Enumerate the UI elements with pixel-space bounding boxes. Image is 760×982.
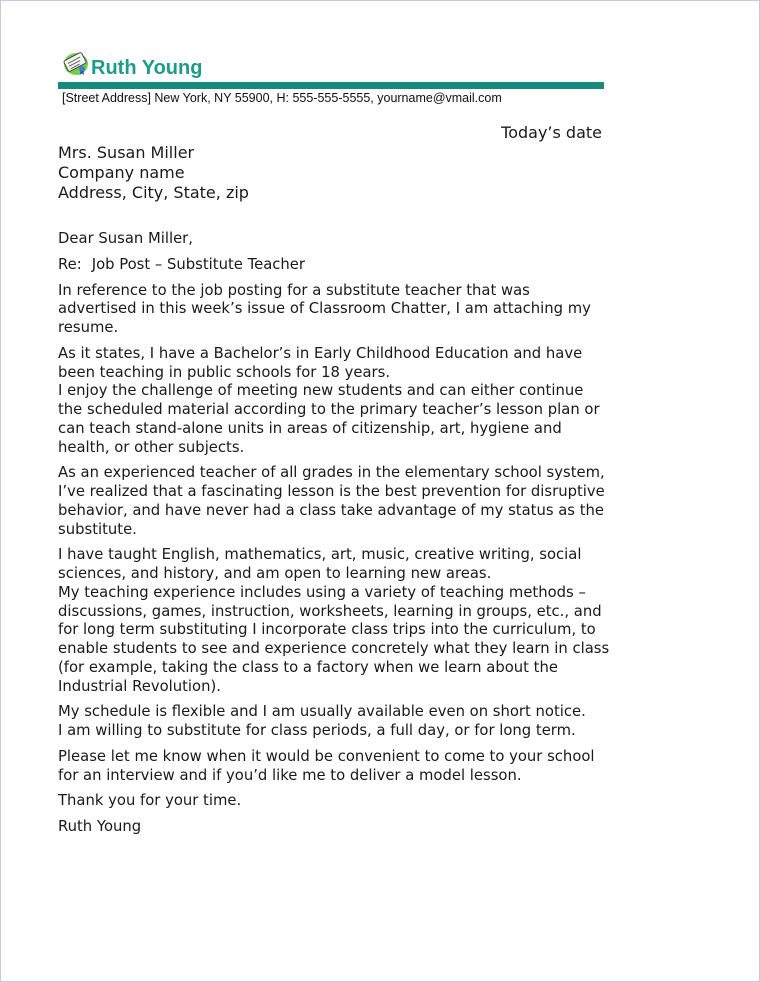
closing: Thank you for your time. (58, 792, 242, 810)
paragraph-intro: In reference to the job posting for a substitute teacher that was advertised in this week’s issue of Classroom Chatter, I am attaching my resume. (58, 281, 591, 336)
signature: Ruth Young (58, 818, 142, 835)
paragraph-subjects (58, 546, 610, 696)
letter-body (58, 230, 610, 844)
sender-contact: [Street Address] New York, NY 55900, H: 555-555-5555, yourname@vmail.com (62, 91, 502, 105)
salutation: Dear Susan Miller, (58, 230, 193, 247)
diploma-icon (61, 47, 91, 77)
paragraph-request: Please let me know when it would be convenient to come to your school for an interview and if you’d like me to deliver a model lesson. (58, 747, 595, 784)
subjects-line: I have taught English, mathematics, art, music, creative writing, social sciences, and history, and am open to learning new areas. (58, 546, 582, 582)
subject-label: Re: (58, 255, 82, 273)
subject-text: Job Post – Substitute Teacher (91, 255, 305, 273)
qualifications-detail: I enjoy the challenge of meeting new students and can either continue the scheduled material according to the primary teacher’s lesson plan or can teach stand-alone units in areas of citizenship, art, hygiene and health, or other subjects. (58, 382, 600, 456)
subjects-detail: My teaching experience includes using a variety of teaching methods – discussions, games, instruction, worksheets, learning in groups, etc., and for long term substituting I incorporate class trips into the curriculum, to enable students to see and experience concretely what they learn in class (for example, taking the class to a factory when we learn about the Industrial Revolution). (58, 583, 610, 695)
qualifications-line: As it states, I have a Bachelor’s in Early Childhood Education and have been teaching in public schools for 18 years. (58, 344, 583, 381)
availability-line: My schedule is flexible and I am usually available even on short notice. (58, 703, 586, 721)
paragraph-qualifications (58, 345, 610, 458)
letter-date: Today’s date (501, 123, 602, 142)
recipient-company: Company name (58, 163, 185, 182)
subject-line (58, 256, 610, 275)
recipient-name: Mrs. Susan Miller (58, 143, 195, 162)
sender-name: Ruth Young (91, 57, 203, 79)
paragraph-availability (58, 703, 610, 741)
recipient-address: Address, City, State, zip (58, 183, 249, 202)
header-rule (58, 82, 604, 89)
paragraph-experience: As an experienced teacher of all grades in the elementary school system, I’ve realized that a fascinating lesson is the best prevention for disruptive behavior, and have never had a class take advantage of my status as the substitute. (58, 464, 605, 538)
recipient-block (58, 143, 249, 203)
availability-detail: I am willing to substitute for class periods, a full day, or for long term. (58, 722, 576, 739)
